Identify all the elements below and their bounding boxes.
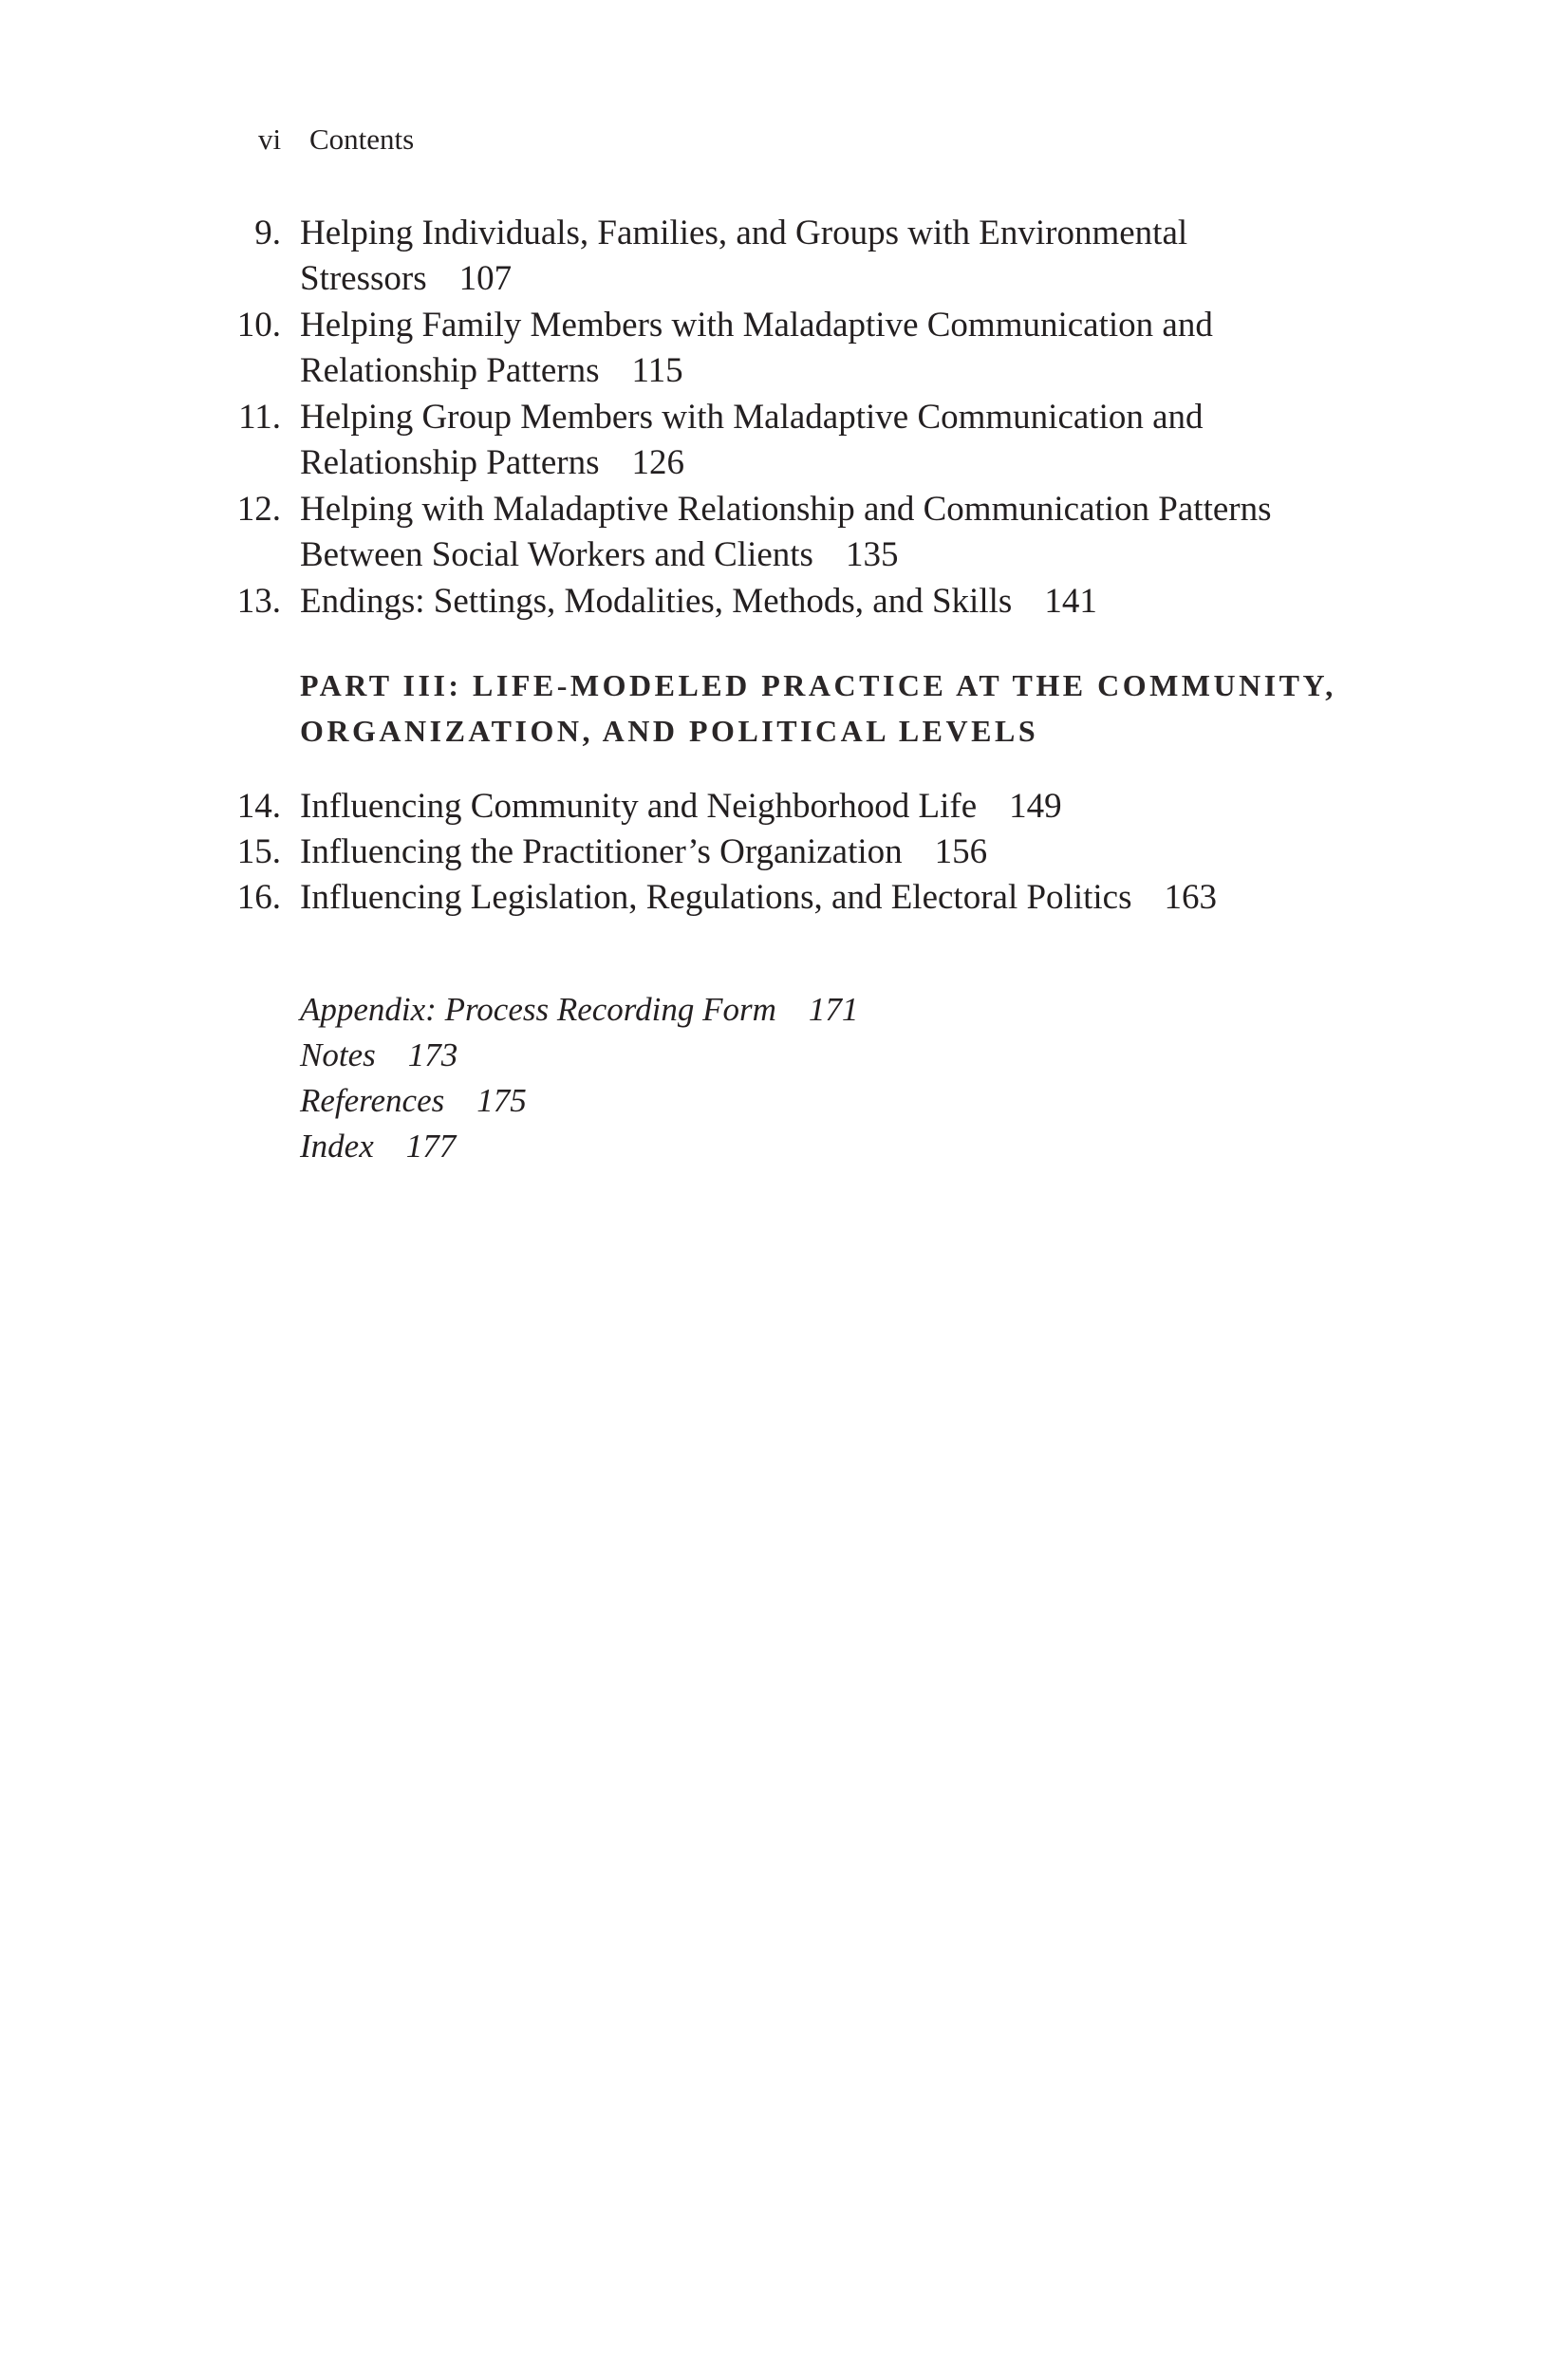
chapter-title-line1: Helping with Maladaptive Relationship and Communication Patterns	[300, 490, 1272, 529]
chapter-page: 107	[458, 259, 513, 298]
chapter-number: 12.	[236, 490, 281, 529]
page-number: vi	[258, 122, 282, 156]
backmatter-page: 171	[808, 991, 859, 1028]
backmatter-title: Notes	[300, 1036, 376, 1073]
running-head	[258, 121, 414, 159]
chapter-title	[300, 487, 1353, 578]
chapter-title	[300, 303, 1353, 394]
chapter-title	[300, 395, 1353, 486]
chapter-title: Influencing the Practitioner’s Organization 156	[300, 832, 988, 871]
toc-entry-index[interactable]	[300, 1124, 456, 1169]
chapter-page: 163	[1164, 878, 1217, 917]
chapter-number: 9.	[254, 214, 281, 252]
chapter-number: 16.	[236, 878, 281, 917]
chapter-title-line1: Helping Family Members with Maladaptive Communication and	[300, 306, 1213, 345]
chapter-title-line2: Relationship Patterns 115	[300, 351, 683, 390]
chapter-number: 10.	[236, 306, 281, 345]
toc-entry-notes[interactable]	[300, 1033, 457, 1078]
chapter-title: Endings: Settings, Modalities, Methods, and Skills 141	[300, 582, 1097, 621]
chapter-page: 149	[1009, 787, 1062, 826]
chapter-page: 126	[631, 443, 684, 482]
backmatter-title: Appendix: Process Recording Form	[300, 991, 776, 1028]
part-heading	[300, 662, 1363, 754]
part-heading-line1: PART III: LIFE-MODELED PRACTICE AT THE COMMUNITY,	[300, 668, 1336, 702]
chapter-title: Influencing Community and Neighborhood Life 149	[300, 787, 1062, 826]
backmatter-title: Index	[300, 1128, 374, 1165]
chapter-number: 15.	[236, 832, 281, 871]
chapter-title-line1: Helping Individuals, Families, and Groups with Environmental	[300, 214, 1188, 252]
toc-entry-references[interactable]	[300, 1078, 527, 1124]
chapter-number: 13.	[236, 582, 281, 621]
chapter-number: 11.	[238, 398, 281, 437]
chapter-title-line2: Relationship Patterns 126	[300, 443, 684, 482]
chapter-title	[300, 211, 1353, 302]
backmatter-page: 177	[405, 1128, 457, 1165]
chapter-page: 156	[934, 832, 988, 871]
chapter-page: 135	[845, 535, 899, 574]
toc-entry-appendix[interactable]	[300, 987, 858, 1033]
chapter-title-line1: Helping Group Members with Maladaptive Communication and	[300, 398, 1204, 437]
chapter-title: Influencing Legislation, Regulations, and Electoral Politics 163	[300, 878, 1217, 917]
chapter-number: 14.	[236, 787, 281, 826]
backmatter-page: 173	[407, 1036, 458, 1073]
chapter-title-line2: Between Social Workers and Clients 135	[300, 535, 899, 574]
chapter-title-line2: Stressors 107	[300, 259, 513, 298]
chapter-page: 115	[631, 351, 683, 390]
chapter-page: 141	[1044, 582, 1097, 621]
backmatter-page: 175	[476, 1082, 527, 1119]
running-head-title: Contents	[309, 122, 415, 156]
backmatter-title: References	[300, 1082, 445, 1119]
part-heading-line2: ORGANIZATION, AND POLITICAL LEVELS	[300, 714, 1039, 748]
